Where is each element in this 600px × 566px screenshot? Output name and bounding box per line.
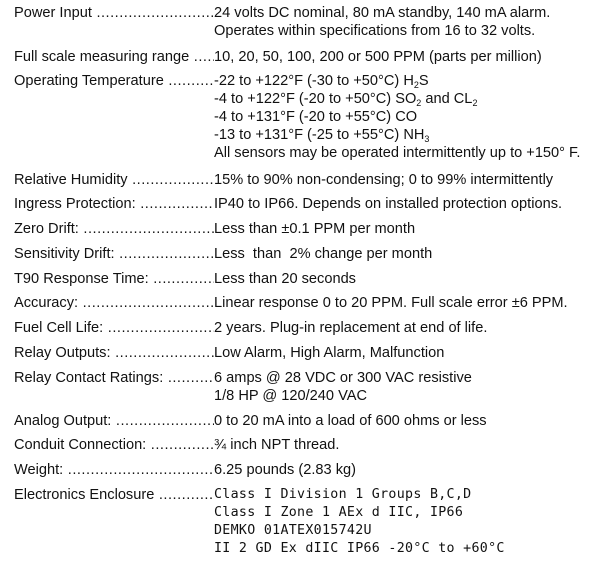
spec-value-line: -22 to +122°F (-30 to +50°C) $H_2S$ (214, 73, 429, 90)
spec-value (214, 245, 596, 263)
spec-value-line: -4 to +131°F (-20 to +55°C) CO (214, 109, 418, 125)
spec-label: Power Input ..... (14, 4, 214, 22)
spec-value (214, 195, 596, 213)
spec-value-line: 15% to 90% non-condensing; 0 to 99% intermittently (214, 172, 554, 188)
spec-label: Accuracy: ..... (14, 294, 214, 312)
spec-value (214, 220, 596, 238)
spec-value-line: 10, 20, 50, 100, 200 or 500 PPM (parts per million) (214, 49, 542, 65)
spec-value (214, 4, 596, 40)
spec-value (214, 270, 596, 288)
spec-value-line: Class I Zone 1 AEx d IIC, IP66 (214, 505, 464, 520)
spec-label: T90 Response Time: ..... (14, 270, 214, 288)
spec-value-line: Class I Division 1 Groups B,C,D (214, 487, 472, 502)
spec-value (214, 171, 596, 189)
spec-value (214, 412, 596, 430)
spec-value-line: -4 to +122°F (-20 to +50°C) $SO_2$ and $CL_2$ (214, 91, 478, 108)
spec-value-line: 6 amps @ 28 VDC or 300 VAC resistive (214, 370, 472, 386)
spec-label: Analog Output: ..... (14, 412, 214, 430)
spec-value-line: Low Alarm, High Alarm, Malfunction (214, 345, 445, 361)
spec-value-line: All sensors may be operated intermittently up to +150° F. (214, 145, 581, 161)
spec-value-line: 2 years. Plug-in replacement at end of life. (214, 320, 488, 336)
spec-label: Weight: ..... (14, 461, 214, 479)
spec-value-line: 0 to 20 mA into a load of 600 ohms or less (214, 413, 487, 429)
spec-value-line: 6.25 pounds (2.83 kg) (214, 462, 356, 478)
spec-label: Electronics Enclosure ..... (14, 486, 214, 504)
spec-value-line: IP40 to IP66. Depends on installed protection options. (214, 196, 563, 212)
spec-value (214, 319, 596, 337)
spec-value (214, 369, 596, 405)
spec-label: Relay Outputs: ..... (14, 344, 214, 362)
spec-label: Full scale measuring range ..... (14, 48, 214, 66)
spec-value-line: Less than 2% change per month (214, 246, 433, 262)
spec-value-line: Operates within specifications from 16 to 32 volts. (214, 23, 536, 39)
spec-value (214, 344, 596, 362)
spec-label: Operating Temperature ..... (14, 72, 214, 90)
spec-value-line: DEMKO 01ATEX015742U (214, 523, 372, 538)
spec-value-line: Linear response 0 to 20 PPM. Full scale error ±6 PPM. (214, 295, 568, 311)
spec-label: Fuel Cell Life: ..... (14, 319, 214, 337)
spec-value-line: II 2 GD Ex dIIC IP66 -20°C to +60°C (214, 541, 505, 556)
spec-label: Relative Humidity ..... (14, 171, 214, 189)
spec-label: Conduit Connection: ..... (14, 436, 214, 454)
spec-value (214, 72, 596, 162)
spec-value-line: ¾ inch NPT thread. (214, 437, 340, 453)
spec-value (214, 461, 596, 479)
spec-label: Zero Drift: ..... (14, 220, 214, 238)
spec-value-line: -13 to +131°F (-25 to +55°C) $NH_3$ (214, 127, 430, 144)
spec-value-line: 24 volts DC nominal, 80 mA standby, 140 mA alarm. (214, 5, 551, 21)
spec-value (214, 486, 596, 558)
spec-label: Relay Contact Ratings: ..... (14, 369, 214, 387)
spec-value-line: Less than 20 seconds (214, 271, 356, 287)
spec-value (214, 48, 596, 66)
spec-label: Ingress Protection: ..... (14, 195, 214, 213)
spec-label: Sensitivity Drift: ..... (14, 245, 214, 263)
spec-value (214, 294, 596, 312)
spec-value (214, 436, 596, 454)
spec-value-line: Less than ±0.1 PPM per month (214, 221, 416, 237)
spec-value-line: 1/8 HP @ 120/240 VAC (214, 388, 368, 404)
